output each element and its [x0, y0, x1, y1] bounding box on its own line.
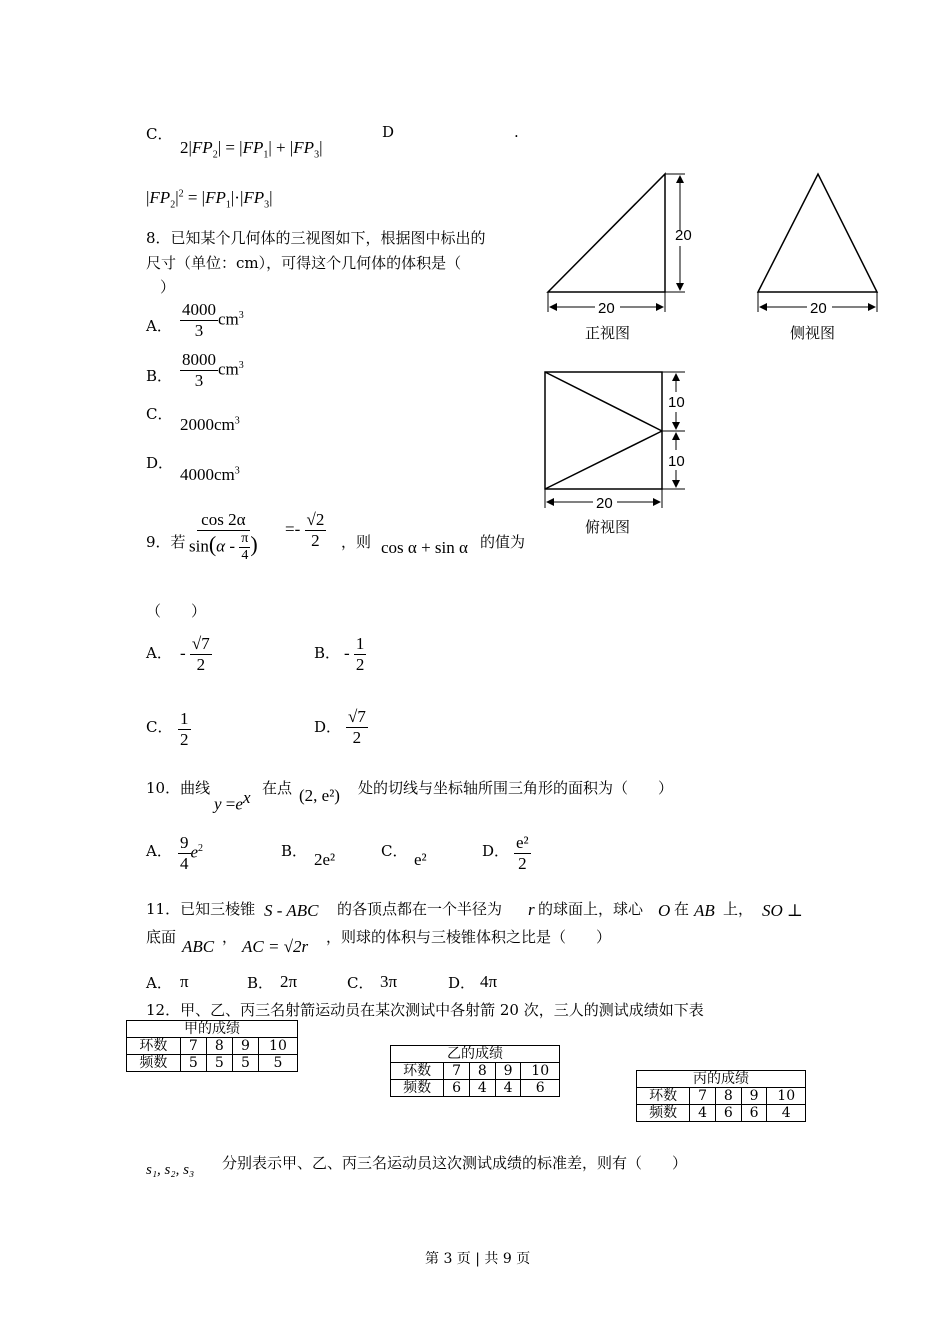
side-view-width-label: 20: [810, 300, 827, 317]
q11-p2: 的各顶点都在一个半径为: [337, 900, 503, 918]
side-view-caption: 侧视图: [790, 325, 836, 342]
q11-p6: 底面: [146, 928, 177, 946]
q9-fraction: cos 2α sin(α - $\frac{\pi}{4}$ ): [189, 510, 258, 563]
q9-option-d-label: D．: [314, 718, 342, 736]
q8-option-c-label: C．: [146, 405, 173, 423]
q9-option-d-value: $\frac{√7}{2}$: [348, 707, 366, 747]
front-view-width-label: 20: [598, 300, 615, 317]
q10-option-a-label: A．: [146, 842, 172, 860]
q11-comma: ，: [222, 928, 238, 946]
q8-option-a-value: $\frac{4000}{3}$ $cm^3$: [182, 300, 244, 340]
q7-option-c-formula: $2|FP_2| = |FP_1| + |FP_3|$: [180, 138, 323, 161]
q10-point: (2, e²): [299, 786, 340, 805]
q7-option-d-label: D: [382, 123, 395, 141]
q11-abc: ABC: [182, 937, 215, 956]
q10-option-d-value: $\frac{\text{e²}}{2}$: [516, 833, 529, 873]
q11-option-d-label: D．: [448, 974, 476, 992]
q11-p7: ，则球的体积与三棱锥体积之比是（ ）: [326, 928, 612, 946]
q9-option-c-label: C．: [146, 718, 173, 736]
front-view-height-label: 20: [675, 227, 692, 244]
score-table-bing: 丙的成绩 环数 7 8 9 10 频数 4 6 6 4: [636, 1070, 806, 1122]
q11-option-c-value: 3π: [380, 972, 398, 991]
q8-stem-line3: ）: [160, 278, 176, 296]
side-view: [758, 174, 877, 342]
q11-p4: 在: [674, 900, 690, 918]
q10-curve: $y =e^x$: [214, 788, 251, 814]
q11-p5: 上，: [723, 900, 754, 918]
q9-option-b-label: B．: [314, 644, 341, 662]
q9-option-b-value: - $\frac{1}{2}$: [344, 634, 365, 674]
top-view-caption: 俯视图: [585, 519, 631, 536]
q8-stem-line2: 尺寸（单位：cm），可得这个几何体的体积是（: [146, 254, 462, 272]
q10-option-a-value: $\frac{9}{4}$ $e^2$: [180, 833, 204, 873]
q9-rhs: =- $\frac{√2}{2}$: [285, 510, 325, 550]
table-title: 乙的成绩: [391, 1046, 560, 1063]
top-view-upper-label: 10: [668, 394, 685, 411]
q9-then: ，则: [341, 533, 372, 551]
q10-option-b-label: B．: [281, 842, 308, 860]
q11-ab: AB: [694, 901, 715, 920]
q9-suffix: 的值为: [480, 533, 526, 551]
q11-option-a-label: A．: [146, 974, 172, 992]
table-row-label: 频数: [391, 1080, 444, 1097]
top-view-width-label: 20: [596, 495, 613, 512]
q11-p1: 11．已知三棱锥: [146, 900, 256, 918]
q10-prefix: 10．曲线: [146, 779, 211, 797]
q7-option-d-dot: .: [514, 123, 519, 141]
q11-p3: 的球面上，球心: [538, 900, 644, 918]
three-views-figure: [535, 160, 895, 540]
table-row-label: 频数: [127, 1055, 181, 1072]
q11-ac: AC = √2r: [242, 937, 309, 956]
q10-option-c-value: e²: [414, 850, 427, 869]
q11-so: SO ⊥: [762, 901, 804, 920]
q9-blank: （ ）: [146, 602, 207, 620]
q12-after: 分别表示甲、乙、丙三名运动员这次测试成绩的标准差，则有（ ）: [222, 1154, 688, 1172]
q10-option-d-label: D．: [482, 842, 510, 860]
front-view-caption: 正视图: [585, 325, 631, 342]
q9-option-c-value: $\frac{1}{2}$: [180, 709, 189, 749]
q8-option-b-label: B．: [146, 367, 173, 385]
q12-stem: 12．甲、乙、丙三名射箭运动员在某次测试中各射箭 20 次，三人的测试成绩如下表: [146, 1001, 704, 1019]
front-view: [548, 174, 692, 342]
q11-option-b-label: B．: [247, 974, 274, 992]
q8-stem-line1: 8．已知某个几何体的三视图如下，根据图中标出的: [146, 229, 486, 247]
table-row-label: 频数: [637, 1105, 690, 1122]
q8-option-d-label: D．: [146, 454, 174, 472]
q11-r: r: [528, 900, 535, 919]
score-table-yi: 乙的成绩 环数 7 8 9 10 频数 6 4 4 6: [390, 1045, 560, 1097]
page-footer: 第 3 页 | 共 9 页: [425, 1251, 531, 1267]
q8-option-c-value: $2000cm^3$: [180, 415, 240, 434]
top-view: [545, 372, 685, 536]
q9-option-a-label: A．: [146, 644, 172, 662]
q9-option-a-value: - $\frac{√7}{2}$: [180, 634, 210, 674]
q10-option-b-value: 2e²: [314, 850, 336, 869]
q11-option-a-value: π: [180, 972, 189, 991]
q11-option-d-value: 4π: [480, 972, 498, 991]
top-view-lower-label: 10: [668, 453, 685, 470]
q11-sabc: S - ABC: [264, 901, 319, 920]
table-row-label: 环数: [127, 1038, 181, 1055]
q9-prefix: 9．若: [146, 533, 186, 551]
table-title: 甲的成绩: [127, 1021, 298, 1038]
q10-option-c-label: C．: [381, 842, 408, 860]
table-title: 丙的成绩: [637, 1071, 806, 1088]
q8-option-d-value: $4000cm^3$: [180, 465, 240, 484]
q10-mid: 在点: [262, 779, 293, 797]
q9-expr: cos α + sin α: [381, 538, 468, 557]
q7-option-d-formula: $|FP_2|^2 = |FP_1|\cdot|FP_3|$: [146, 188, 273, 211]
q8-option-a-label: A．: [146, 317, 172, 335]
q10-suffix: 处的切线与坐标轴所围三角形的面积为（ ）: [358, 779, 674, 797]
q11-option-c-label: C．: [347, 974, 374, 992]
q12-s-vars: s₁, s₂, s₃: [146, 1162, 195, 1178]
q8-option-b-value: $\frac{8000}{3}$ $cm^3$: [182, 350, 244, 390]
table-row-label: 环数: [637, 1088, 690, 1105]
q7-option-c-label: C．: [146, 125, 173, 143]
q11-o: O: [658, 901, 671, 920]
score-table-jia: 甲的成绩 环数 7 8 9 10 频数 5 5 5 5: [126, 1020, 298, 1072]
q11-option-b-value: 2π: [280, 972, 298, 991]
table-row-label: 环数: [391, 1063, 444, 1080]
